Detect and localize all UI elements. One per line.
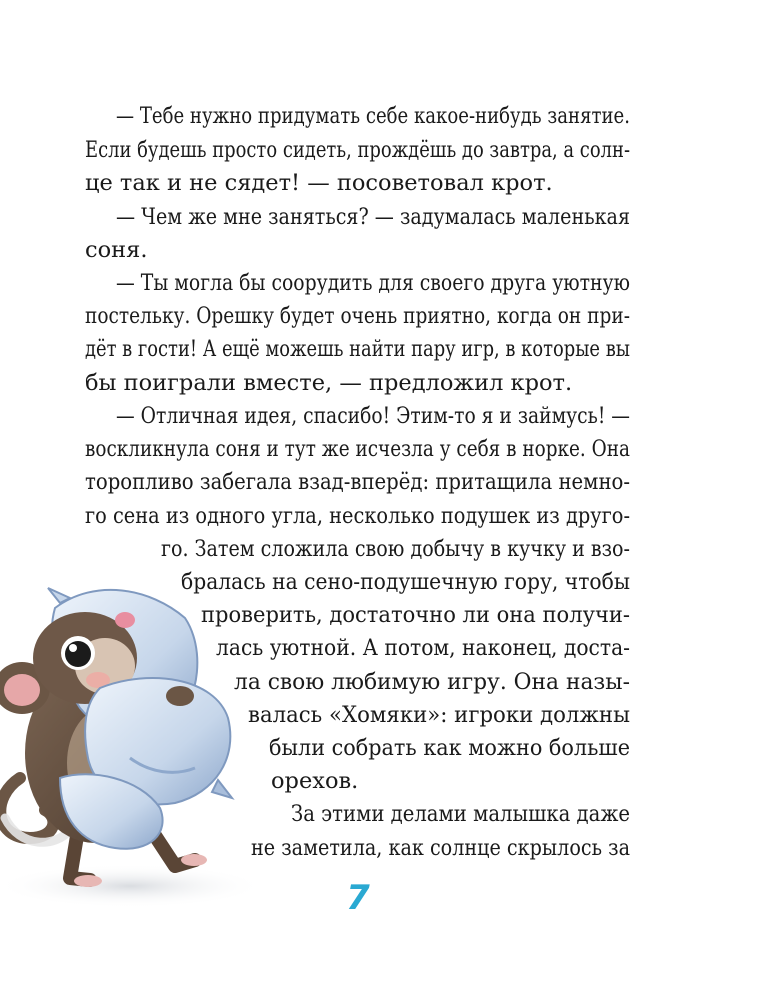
dormouse-illustration [0,548,262,913]
book-page: — Тебе нужно придумать себе какое-нибудь занятие. Если будешь просто сидеть, прождёшь до завтра, а солн- це так и не сядет! — посоветовал крот. — Чем же мне заняться? — задумалась маленькая соня. — Ты могла бы соорудить для своего друга уютную постельку. Орешку будет очень приятно, когда он при- дёт в гости! А ещё можешь найти пару игр, в которые вы бы поиграли вместе, — предложил крот. — Отличная идея, спасибо! Этим-то я и займусь! — воскликнула соня и тут же исчезла у себя в норке. Она торопливо забегала взад-вперёд: притащила немно- го сена из одного угла, несколько подушек из друго- го. Затем сложила свою добычу в кучку и взо- бралась на сено-подушечную гору, чтобы проверить, достаточно ли она получи- лась уютной. А потом, наконец, доста- ла свою любимую игру. Она назы- валась «Хомяки»: игроки должны были собрать как можно больше орехов. За этими делами малышка даже не заметила, как солнце скрылось за 7 [0,0,759,1000]
page-number: 7 [346,878,370,918]
